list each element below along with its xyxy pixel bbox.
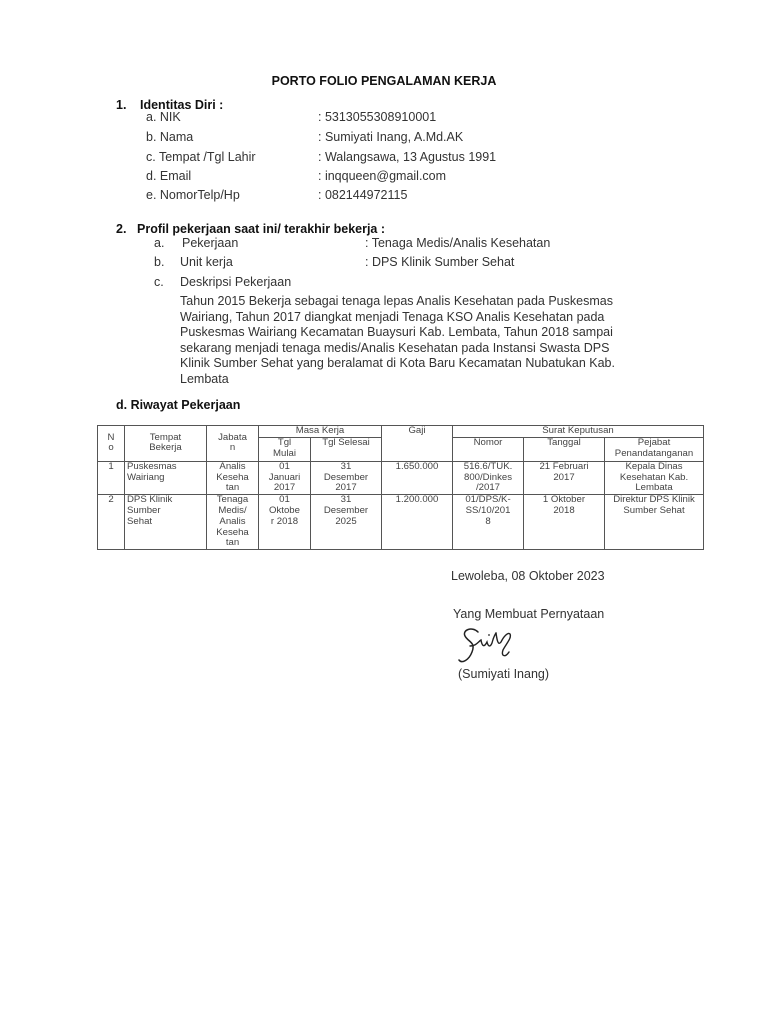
handwritten-signature: [456, 622, 524, 670]
deskripsi-line: Puskesmas Wairiang Kecamatan Buaysuri Kab. Lembata, Tahun 2018 sampai: [180, 325, 613, 340]
cell-nomor: 01/DPS/K- SS/10/201 8: [453, 495, 524, 550]
cell-pejabat: Direktur DPS Klinik Sumber Sehat: [605, 495, 704, 550]
header-gaji: Gaji: [382, 426, 453, 462]
unit-kerja-value: : DPS Klinik Sumber Sehat: [365, 255, 515, 269]
unit-kerja-label: Unit kerja: [180, 255, 233, 269]
nama-value: : Sumiyati Inang, A.Md.AK: [318, 130, 464, 144]
cell-tanggal: 1 Oktober 2018: [524, 495, 605, 550]
cell-tgl-selesai: 31 Desember 2025: [311, 495, 382, 550]
deskripsi-line: Klinik Sumber Sehat yang beralamat di Kota Baru Kecamatan Nubatukan Kab.: [180, 356, 615, 371]
table-row: [98, 495, 704, 550]
section-2-number: 2.: [116, 222, 127, 236]
cell-jabatan: Tenaga Medis/ Analis Keseha tan: [207, 495, 259, 550]
section-1-heading: Identitas Diri :: [140, 98, 224, 112]
riwayat-table: [97, 425, 704, 550]
cell-gaji: 1.650.000: [382, 461, 453, 494]
cell-tgl-selesai: 31 Desember 2017: [311, 461, 382, 494]
deskripsi-line: Tahun 2015 Bekerja sebagai tenaga lepas Analis Kesehatan pada Puskesmas: [180, 294, 613, 308]
unit-kerja-letter: b.: [154, 255, 165, 269]
header-masa-kerja: Masa Kerja: [259, 426, 382, 438]
header-tanggal: Tanggal: [524, 437, 605, 461]
cell-gaji: 1.200.000: [382, 495, 453, 550]
cell-tempat: Puskesmas Wairiang: [125, 461, 207, 494]
nik-label: a. NIK: [146, 110, 181, 124]
table-header-row: [98, 426, 704, 438]
deskripsi-line: Lembata: [180, 371, 229, 386]
signer-role: Yang Membuat Pernyataan: [453, 607, 605, 621]
section-1-number: 1.: [116, 98, 127, 112]
cell-no: 1: [98, 461, 125, 494]
cell-pejabat: Kepala Dinas Kesehatan Kab. Lembata: [605, 461, 704, 494]
pekerjaan-value: : Tenaga Medis/Analis Kesehatan: [365, 236, 551, 250]
deskripsi-letter: c.: [154, 275, 164, 289]
place-date: Lewoleba, 08 Oktober 2023: [451, 569, 605, 583]
cell-tanggal: 21 Februari 2017: [524, 461, 605, 494]
header-nomor: Nomor: [453, 437, 524, 461]
email-value: : inqqueen@gmail.com: [318, 169, 447, 183]
email-label: d. Email: [146, 169, 192, 183]
header-tempat: Tempat Bekerja: [125, 426, 207, 462]
signer-name: (Sumiyati Inang): [458, 667, 550, 681]
cell-jabatan: Analis Keseha tan: [207, 461, 259, 494]
cell-no: 2: [98, 495, 125, 550]
deskripsi-label: Deskripsi Pekerjaan: [180, 275, 292, 289]
cell-nomor: 516.6/TUK. 800/Dinkes /2017: [453, 461, 524, 494]
header-tgl-mulai: Tgl Mulai: [259, 437, 311, 461]
header-pejabat: Pejabat Penandatanganan: [605, 437, 704, 461]
document-title: PORTO FOLIO PENGALAMAN KERJA: [271, 74, 497, 88]
cell-tempat: DPS Klinik Sumber Sehat: [125, 495, 207, 550]
cell-tgl-mulai: 01 Januari 2017: [259, 461, 311, 494]
header-no: N o: [98, 426, 125, 462]
deskripsi-line: Wairiang, Tahun 2017 diangkat menjadi Tenaga KSO Analis Kesehatan pada: [180, 309, 605, 324]
ttl-label: c. Tempat /Tgl Lahir: [146, 150, 256, 164]
pekerjaan-letter: a.: [154, 236, 165, 250]
deskripsi-paragraph: [180, 294, 698, 388]
header-tgl-selesai: Tgl Selesai: [311, 437, 382, 461]
section-2-heading: Profil pekerjaan saat ini/ terakhir bekerja :: [137, 222, 386, 236]
ttl-value: : Walangsawa, 13 Agustus 1991: [318, 150, 497, 164]
phone-label: e. NomorTelp/Hp: [146, 188, 240, 202]
deskripsi-line: sekarang menjadi tenaga medis/Analis Kesehatan pada Instansi Swasta DPS: [180, 340, 610, 355]
nama-label: b. Nama: [146, 130, 194, 144]
cell-tgl-mulai: 01 Oktobe r 2018: [259, 495, 311, 550]
phone-value: : 082144972115: [318, 188, 408, 202]
header-jabatan: Jabata n: [207, 426, 259, 462]
nik-value: : 5313055308910001: [318, 110, 437, 124]
table-row: [98, 461, 704, 494]
pekerjaan-label: Pekerjaan: [182, 236, 239, 250]
header-surat-keputusan: Surat Keputusan: [453, 426, 704, 438]
riwayat-heading: d. Riwayat Pekerjaan: [116, 398, 241, 412]
